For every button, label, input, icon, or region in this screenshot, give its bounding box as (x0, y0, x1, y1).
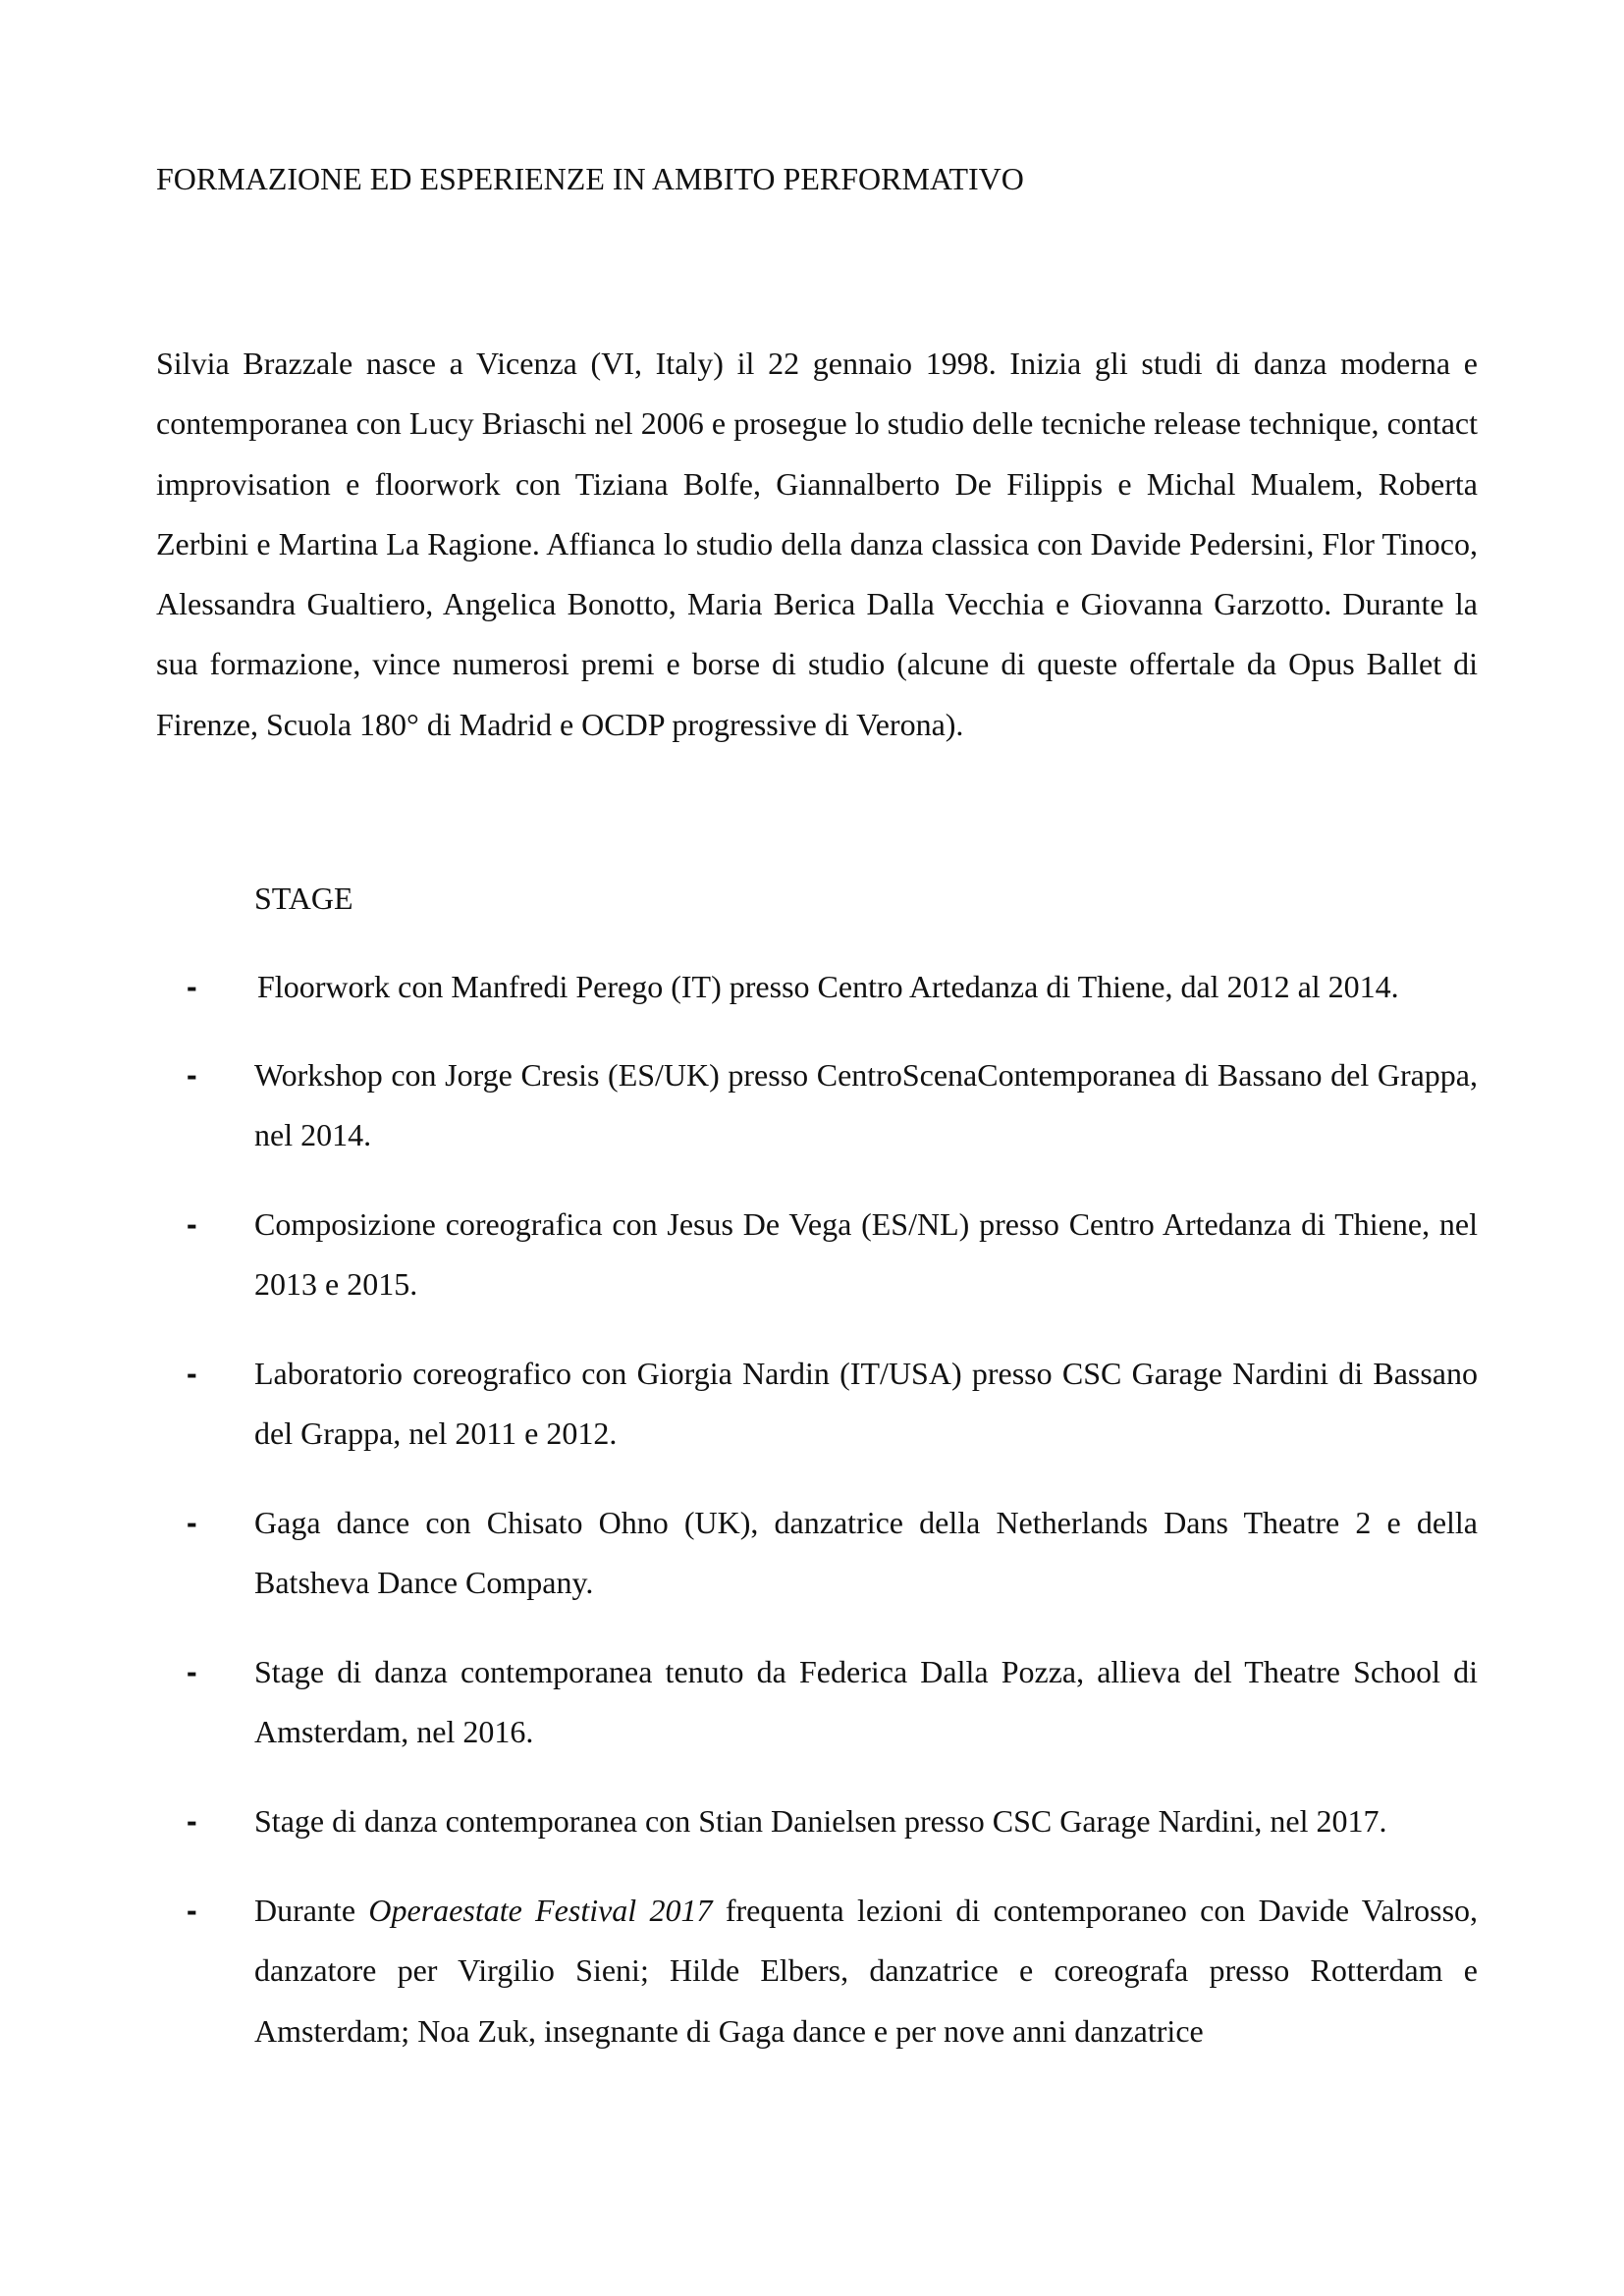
list-item-text-before: Durante (254, 1893, 369, 1928)
list-item-text: Laboratorio coreografico con Giorgia Nardin (IT/USA) presso CSC Garage Nardini di Bassano del Grappa, nel 2011 e 2012. (254, 1356, 1478, 1452)
bullet-dash: - (187, 1057, 197, 1093)
bullet-dash: - (187, 969, 197, 1004)
bullet-dash: - (187, 1206, 197, 1242)
bullet-dash: - (187, 1505, 197, 1540)
list-item-text: Composizione coreografica con Jesus De Vega (ES/NL) presso Centro Artedanza di Thiene, nel 2013 e 2015. (254, 1206, 1478, 1303)
stage-heading: STAGE (254, 881, 353, 916)
list-item-text: Stage di danza contemporanea tenuto da Federica Dalla Pozza, allieva del Theatre School di Amsterdam, nel 2016. (254, 1654, 1478, 1750)
bullet-dash: - (187, 1803, 197, 1839)
bullet-dash: - (187, 1654, 197, 1689)
list-item-text (254, 1881, 1478, 2061)
list-item-text: Stage di danza contemporanea con Stian Danielsen presso CSC Garage Nardini, nel 2017. (254, 1803, 1387, 1839)
list-item-text: Workshop con Jorge Cresis (ES/UK) presso CentroScenaContemporanea di Bassano del Grappa, nel 2014. (254, 1057, 1478, 1153)
list-item-text: Floorwork con Manfredi Perego (IT) presso Centro Artedanza di Thiene, dal 2012 al 2014. (257, 969, 1399, 1004)
festival-name: Operaestate Festival 2017 (368, 1893, 713, 1928)
list-item-text-after: frequenta lezioni di contemporaneo con Davide Valrosso, danzatore per Virgilio Sieni; Hilde Elbers, danzatrice e coreografa presso Rotterdam e Amsterdam; Noa Zuk, insegnante di Gaga dance e per nove anni danzatrice (254, 1893, 1479, 2049)
bullet-dash: - (187, 1356, 197, 1391)
list-item-text: Gaga dance con Chisato Ohno (UK), danzatrice della Netherlands Dans Theatre 2 e della Batsheva Dance Company. (254, 1505, 1478, 1601)
intro-paragraph: Silvia Brazzale nasce a Vicenza (VI, Italy) il 22 gennaio 1998. Inizia gli studi di danza moderna e contemporanea con Lucy Briaschi nel 2006 e prosegue lo studio delle tecniche release technique, contact improvisation e floorwork con Tiziana Bolfe, Giannalberto De Filippis e Michal Mualem, Roberta Zerbini e Martina La Ragione. Affianca lo studio della danza classica con Davide Pedersini, Flor Tinoco, Alessandra Gualtiero, Angelica Bonotto, Maria Berica Dalla Vecchia e Giovanna Garzotto. Durante la sua formazione, vince numerosi premi e borse di studio (alcune di queste offertale da Opus Ballet di Firenze, Scuola 180° di Madrid e OCDP progressive di Verona). (156, 346, 1478, 742)
bullet-dash: - (187, 1893, 197, 1928)
document-title: FORMAZIONE ED ESPERIENZE IN AMBITO PERFORMATIVO (156, 161, 1024, 196)
